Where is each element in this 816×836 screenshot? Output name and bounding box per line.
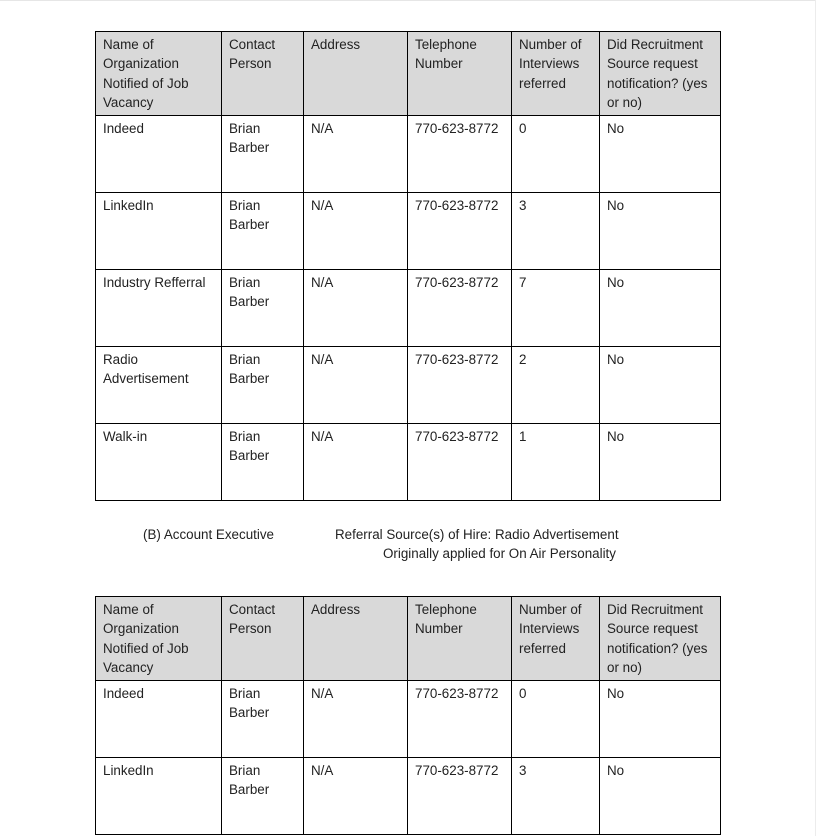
cell-interviews: 3 <box>512 757 600 834</box>
cell-notification: No <box>600 192 721 269</box>
referral-source-text: Referral Source(s) of Hire: Radio Advertisement <box>335 527 619 542</box>
cell-organization: Indeed <box>96 115 222 192</box>
originally-applied-text: Originally applied for On Air Personality <box>383 546 616 561</box>
recruitment-sources-table-a <box>95 31 721 501</box>
cell-notification: No <box>600 269 721 346</box>
cell-contact-person: Brian Barber <box>222 269 304 346</box>
cell-contact-person: Brian Barber <box>222 115 304 192</box>
cell-contact-person: Brian Barber <box>222 346 304 423</box>
cell-interviews: 3 <box>512 192 600 269</box>
header-notification: Did Recruitment Source request notification? (yes or no) <box>600 597 721 681</box>
table-row <box>96 269 721 346</box>
cell-address: N/A <box>304 680 408 757</box>
table-header-row <box>96 597 721 681</box>
cell-telephone: 770-623-8772 <box>408 269 512 346</box>
cell-interviews: 0 <box>512 115 600 192</box>
cell-organization: Indeed <box>96 680 222 757</box>
cell-notification: No <box>600 757 721 834</box>
header-organization: Name of Organization Notified of Job Vacancy <box>96 32 222 116</box>
cell-notification: No <box>600 115 721 192</box>
header-telephone: Telephone Number <box>408 32 512 116</box>
cell-organization: LinkedIn <box>96 757 222 834</box>
header-interviews: Number of Interviews referred <box>512 32 600 116</box>
header-interviews: Number of Interviews referred <box>512 597 600 681</box>
recruitment-sources-table-b <box>95 596 721 835</box>
table-row <box>96 423 721 500</box>
position-label: (B) Account Executive <box>143 527 274 542</box>
cell-address: N/A <box>304 757 408 834</box>
table-row <box>96 680 721 757</box>
header-notification: Did Recruitment Source request notification? (yes or no) <box>600 32 721 116</box>
cell-telephone: 770-623-8772 <box>408 346 512 423</box>
cell-organization: Industry Refferral <box>96 269 222 346</box>
cell-telephone: 770-623-8772 <box>408 115 512 192</box>
table-row <box>96 115 721 192</box>
header-address: Address <box>304 597 408 681</box>
cell-telephone: 770-623-8772 <box>408 423 512 500</box>
cell-contact-person: Brian Barber <box>222 423 304 500</box>
header-address: Address <box>304 32 408 116</box>
cell-organization: Radio Advertisement <box>96 346 222 423</box>
cell-contact-person: Brian Barber <box>222 757 304 834</box>
cell-address: N/A <box>304 192 408 269</box>
table-row <box>96 192 721 269</box>
cell-interviews: 7 <box>512 269 600 346</box>
cell-interviews: 2 <box>512 346 600 423</box>
cell-telephone: 770-623-8772 <box>408 192 512 269</box>
cell-organization: LinkedIn <box>96 192 222 269</box>
cell-address: N/A <box>304 346 408 423</box>
table-row <box>96 757 721 834</box>
cell-telephone: 770-623-8772 <box>408 757 512 834</box>
header-contact-person: Contact Person <box>222 32 304 116</box>
page-top-border <box>0 0 816 1</box>
cell-organization: Walk-in <box>96 423 222 500</box>
header-organization: Name of Organization Notified of Job Vacancy <box>96 597 222 681</box>
table-header-row <box>96 32 721 116</box>
cell-notification: No <box>600 680 721 757</box>
cell-address: N/A <box>304 269 408 346</box>
cell-contact-person: Brian Barber <box>222 680 304 757</box>
header-telephone: Telephone Number <box>408 597 512 681</box>
cell-interviews: 1 <box>512 423 600 500</box>
cell-address: N/A <box>304 423 408 500</box>
cell-address: N/A <box>304 115 408 192</box>
cell-telephone: 770-623-8772 <box>408 680 512 757</box>
cell-notification: No <box>600 423 721 500</box>
cell-contact-person: Brian Barber <box>222 192 304 269</box>
cell-interviews: 0 <box>512 680 600 757</box>
header-contact-person: Contact Person <box>222 597 304 681</box>
table-row <box>96 346 721 423</box>
cell-notification: No <box>600 346 721 423</box>
